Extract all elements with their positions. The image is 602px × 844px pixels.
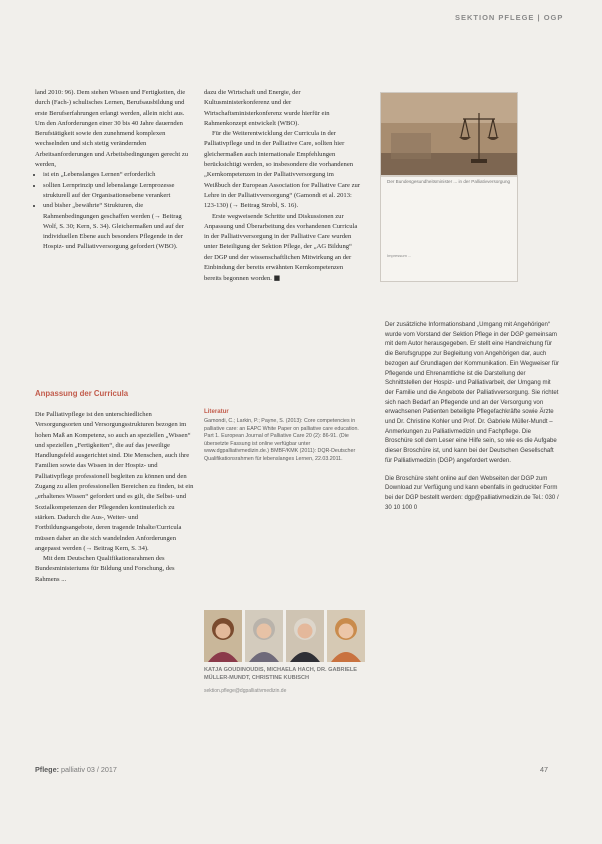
literature-title: Literatur (204, 408, 229, 415)
footer-journal (35, 765, 117, 774)
brochure-cover (380, 92, 518, 282)
column-2 (204, 88, 361, 285)
column-2-paragraph-3-text: Erste wegweisende Schritte und Diskussionen zur Anpassung und Überarbeitung des vorhandenen Curricula in der Palliativversorgung in der Palliative Care wurden unter Beteiligung der Sektion Pflege, der „AG Bildung“ der DGP und der wissenschaftlichen Mitwirkung an der Einbindung der bereits erwähnten Kernkompetenzen bereits begonnen worden. (204, 212, 358, 283)
bullet-item-2: • sollten Lernprinzip und lebenslange Lernprozesse strukturell auf der Organisationsebene verankert (43, 181, 195, 202)
column-3-paragraph-2: Die Broschüre steht online auf den Webseiten der DGP zum Download zur Verfügung und kann ebenfalls in gedruckter Form bei der DGP bestellt werden: dgp@palliativmedizin.de Tel.: 030 / 30 10 100 0 (385, 474, 559, 511)
column-1 (35, 88, 195, 253)
column-1-paragraph-3: Mit dem Deutschen Qualifikationsrahmen des Bundesministeriums für Bildung und Forschung, des Rahmens ... (35, 555, 175, 583)
brochure-cover-photo (381, 93, 517, 175)
column-1-paragraph-2: Die Palliativpflege ist den unterschiedlichen Versorgungsorten und Versorgungsstrukturen bezogen im hohen Maß an Kompetenz, so auch an speziellen „Wissen“ und speziellen „Fertigkeiten“, die auf das jeweilige Handlungsfeld ausgerichtet sind. Die Menschen, auch ihre Familien sowie das Wissen in der Hospiz- und Palliativpflege professionell begleiten zu können und den Zugang zu allen professionellen Bereichen zu finden, ist ein „erhaltenes Wissen“ gefordert und es gilt, die Selbst- und Sozialkompetenzen der Pflegenden kontinuierlich zu stärken. Dadurch die Aus-, Weiter- und Fortbildungsangebote, deren tragende Inhalte/Curricula müssen daher an die sich wandelnden Anforderungen angepasst werden (→ Beitrag Kern, S. 34). (35, 411, 194, 552)
column-2-paragraph-3 (204, 212, 361, 285)
page-number: 47 (540, 765, 548, 774)
bullet-item-1: • ist ein „Lebenslanges Lernen“ erforderlich (43, 170, 195, 180)
column-2-paragraph-1: dazu die Wirtschaft und Energie, der Kultusministerkonferenz und der Wirtschaftsministerkonferenz wurde hierfür ein Rahmenkonzept entwickelt (WBO). (204, 89, 330, 127)
column-3 (385, 320, 560, 512)
author-photo-1 (204, 610, 242, 662)
bullet-item-3: • und bisher „bewährte“ Strukturen, die Rahmenbedingungen geschaffen werden (→ Beitrag Wolf, S. 30; Kern, S. 34). Gleichermaßen und auf der individuellen Ebene auch besonders Pflegende in der Hospiz- und Palliativversorgung gefordert (WBO). (43, 201, 195, 252)
column-2-paragraph-2: Für die Weiterentwicklung der Curricula in der Palliativpflege und in der Palliative Care, sollten hier gleichermaßen auch internationale Empfehlungen berücksichtigt werden, so insbesondere die vorhandenen „Kernkompetenzen in der Palliativversorgung im Weißbuch der European Association for Palliative Care zur Lehre in der Palliativversorgung“ (Gamondi et al. 2013: 123-130) (→ Beitrag Strobl, S. 16). (204, 130, 361, 210)
end-mark: ■ (273, 274, 281, 283)
author-photo-2 (245, 610, 283, 662)
bullet-list (35, 170, 195, 252)
column-1-paragraph-1: land 2010: 96). Dem stehen Wissen und Fertigkeiten, die durch (Fach-) schulisches Lernen, Berufsausbildung und erste Berufserfahrungen erlangt werden, allein nicht aus. Um den Anforderungen einer 30 bis 40 Jahre dauernden Berufstätigkeit sowie den zunehmend komplexen wechselnden und sich stetig verändernden Arbeitsanforderungen und Arbeitsbedingungen gerecht zu werden, (35, 89, 189, 169)
subheading-curricula: Anpassung der Curricula (35, 389, 129, 398)
scales-of-justice-image (381, 93, 517, 175)
section-tag: SEKTION PFLEGE | OGP (455, 13, 564, 22)
photo-caption-email: sektion.pflege@dgpalliativmedizin.de (204, 688, 287, 694)
author-photos (204, 610, 364, 662)
photo-caption-names: KATJA GOUDINOUDIS, MICHAELA HACH, DR. GABRIELE MÜLLER-MUNDT, CHRISTINE KUBISCH (204, 667, 357, 681)
brochure-title: Der Bundesgesundheitsminister ... in der Palliativversorgung (387, 179, 511, 184)
column-1-lower (35, 410, 195, 585)
column-3-paragraph-1: Der zusätzliche Informationsband „Umgang mit Angehörigen“ wurde vom Vorstand der Sektion Pflege in der DGP gemeinsam mit dem Autor herausgegeben. Er stellt eine Handreichung für die Berufsgruppe zur Begleitung von Angehörigen dar, auch bezogen auf Grundlagen der Kommunikation. Ein Wegweiser für Pflegende und Ehrenamtliche ist die Darstellung der Schnittstellen der Hospiz- und Palliativarbeit, der Umgang mit der Familie und die Angebote der Palliativversorgung. Sie richtet sich nach Bedarf an Pflegende und an der Versorgung von erwachsenen Patienten beteiligte Pflegefachkräfte sowie Ärzte und Dr. Christine Kohler und Prof. Dr. Gabriele Müller-Mundt – Anmerkungen zu Palliativmedizin und Fachpflege. Die Broschüre soll dem Leser eine Hilfe sein, so wie es die Aufgabe dieser Broschüre ist, und kann bei der Deutschen Gesellschaft für Palliativmedizin (DGP) angefordert werden. (385, 321, 559, 464)
footer-issue: palliativ 03 / 2017 (60, 765, 117, 774)
author-photo-4 (327, 610, 365, 662)
author-photo-3 (286, 610, 324, 662)
footer-brand: Pflege: (35, 765, 59, 774)
literature-text: Gamondi, C.; Larkin, P.; Payne, S. (2013): Core competencies in palliative care: an EAPC White Paper on palliative care education. Part 1. European Journal of Palliative Care 20 (2): 86-91. (Die übersetzte Fassung ist online verfügbar unter www.dgpalliativmedizin.de.) BMBF/KMK (2011): DQR-Deutscher Qualifikationsrahmen für lebenslanges Lernen, 22.03.2011. (204, 418, 359, 462)
brochure-footnote: Impressum ... (387, 253, 412, 258)
